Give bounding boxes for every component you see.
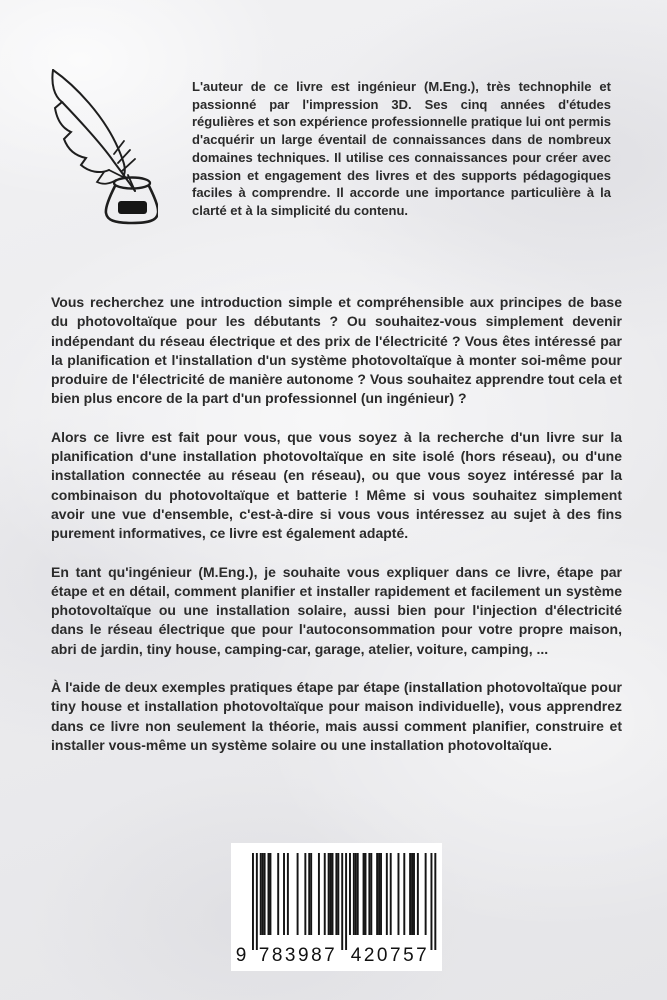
author-bio-text: L'auteur de ce livre est ingénieur (M.Eng.), très technophile et passionné par l'impression 3D. Ses cinq années d'études régulières et son expérience professionnelle pratique lui ont permis d'acquérir un large éventail de connaissances dans de nombreux domaines techniques. Il utilise ces connaissances pour créer avec passion et engagement des livres et des supports pédagogiques faciles à comprendre. Il accorde une importance particulière à la clarté et à la simplicité du contenu.	[192, 79, 612, 218]
book-description	[51, 293, 622, 755]
description-paragraph-2: Alors ce livre est fait pour vous, que vous soyez à la recherche d'un livre sur la planification d'une installation photovoltaïque en site isolé (hors réseau), ou d'une installation connectée au réseau (en réseau), ou que vous soyez intéressé par la combinaison du photovoltaïque et batterie ! Même si vous souhaitez simplement avoir une vue d'ensemble, c'est-à-dire si vous vous intéressez au sujet à des fins purement informatives, ce livre est également adapté.	[51, 428, 622, 542]
svg-text:9: 9	[235, 945, 247, 966]
description-paragraph-1: Vous recherchez une introduction simple et compréhensible aux principes de base du photovoltaïque pour les débutants ? Ou souhaitez-vous simplement devenir indépendant du réseau électrique et des prix de l'électricité ? Vous êtes intéressé par la planification et l'installation d'un système photovoltaïque à monter soi-même pour produire de l'électricité de manière autonome ? Vous souhaitez apprendre tout cela et bien plus encore de la part d'un professionnel (un ingénieur) ?	[51, 294, 622, 407]
barcode-bars-graphic	[231, 843, 442, 971]
description-paragraph-4: À l'aide de deux exemples pratiques étape par étape (installation photovoltaïque pour tiny house et installation photovoltaïque pour maison individuelle), vous apprendrez dans ce livre non seulement la théorie, mais aussi comment planifier, construire et installer vous-même un système solaire ou une installation photovoltaïque.	[51, 679, 622, 753]
description-paragraph-3: En tant qu'ingénieur (M.Eng.), je souhaite vous expliquer dans ce livre, étape par étape et en détail, comment planifier et installer rapidement et facilement un système photovoltaïque ou une installation solaire, aussi bien pour l'injection d'électricité dans le réseau électrique que pour l'autoconsommation pour votre propre maison, abri de jardin, tiny house, camping-car, garage, atelier, voiture, camping, ...	[51, 563, 622, 657]
quill-ink-icon	[48, 64, 158, 228]
quill-ink-graphic	[48, 64, 158, 228]
svg-text:420757: 420757	[350, 945, 430, 966]
isbn-barcode	[231, 843, 442, 971]
svg-text:783987: 783987	[258, 945, 338, 966]
